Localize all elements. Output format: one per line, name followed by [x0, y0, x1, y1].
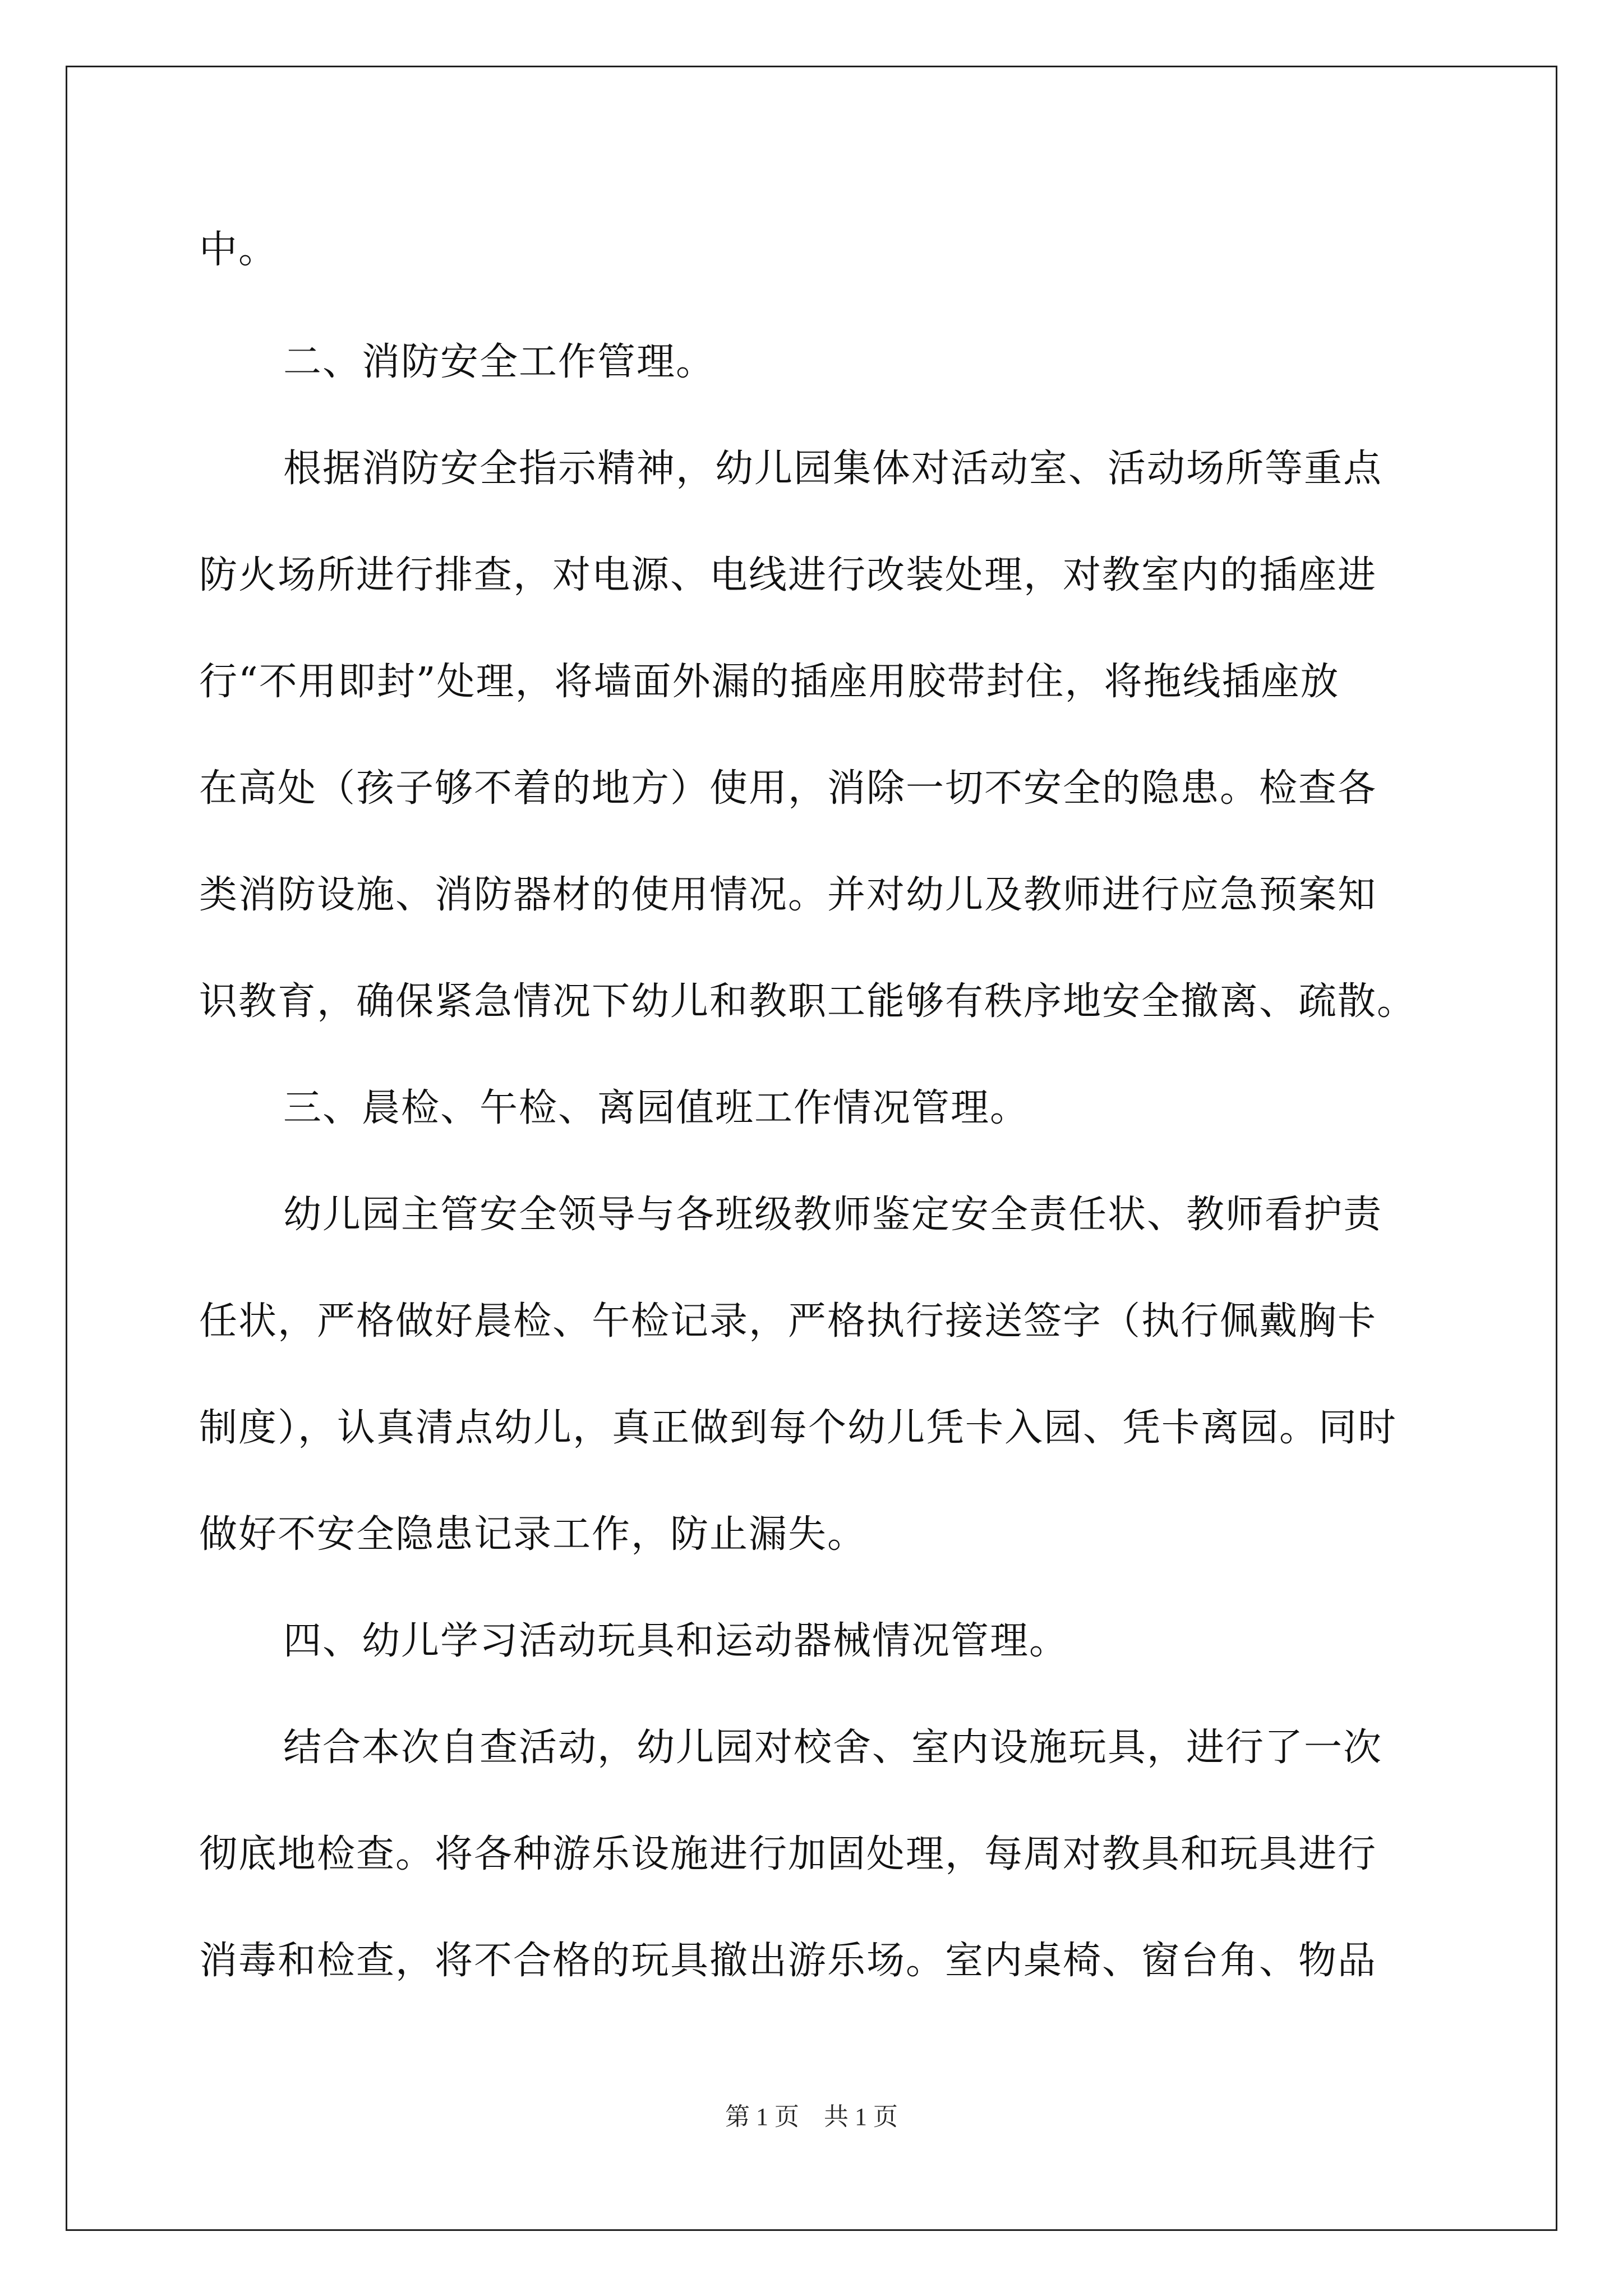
paragraph-3-line-2: 任状，严格做好晨检、午检记录，严格执行接送签字（执行佩戴胸卡	[199, 1299, 1377, 1343]
section-heading-2: 二、消防安全工作管理。	[283, 340, 716, 384]
paragraph-4-line-2: 彻底地检查。将各种游乐设施进行加固处理，每周对教具和玩具进行	[199, 1832, 1377, 1876]
paragraph-3-line-1: 幼儿园主管安全领导与各班级教师鉴定安全责任状、教师看护责	[283, 1193, 1383, 1237]
paragraph-3-line-3: 制度），认真清点幼儿，真正做到每个幼儿凭卡入园、凭卡离园。同时	[199, 1406, 1398, 1450]
section-heading-3: 三、晨检、午检、离园值班工作情况管理。	[283, 1086, 1030, 1130]
text-line-1: 中。	[199, 228, 278, 272]
paragraph-2-line-3: 行“不用即封”处理，将墙面外漏的插座用胶带封住，将拖线插座放	[199, 660, 1340, 704]
page-border	[66, 66, 1557, 2231]
paragraph-2-line-6: 识教育，确保紧急情况下幼儿和教职工能够有秩序地安全撤离、疏散。	[199, 979, 1417, 1024]
paragraph-2-line-4: 在高处（孩子够不着的地方）使用，消除一切不安全的隐患。检查各	[199, 766, 1377, 811]
section-heading-4: 四、幼儿学习活动玩具和运动器械情况管理。	[283, 1619, 1069, 1663]
paragraph-4-line-1: 结合本次自查活动，幼儿园对校舍、室内设施玩具，进行了一次	[283, 1726, 1383, 1770]
page-number-footer: 第 1 页 共 1 页	[725, 2103, 898, 2131]
paragraph-2-line-5: 类消防设施、消防器材的使用情况。并对幼儿及教师进行应急预案知	[199, 873, 1377, 917]
paragraph-2-line-1: 根据消防安全指示精神，幼儿园集体对活动室、活动场所等重点	[283, 447, 1383, 491]
paragraph-4-line-3: 消毒和检查，将不合格的玩具撤出游乐场。室内桌椅、窗台角、物品	[199, 1939, 1377, 1983]
paragraph-2-line-2: 防火场所进行排查，对电源、电线进行改装处理，对教室内的插座进	[199, 553, 1377, 597]
paragraph-3-line-4: 做好不安全隐患记录工作，防止漏失。	[199, 1512, 867, 1557]
